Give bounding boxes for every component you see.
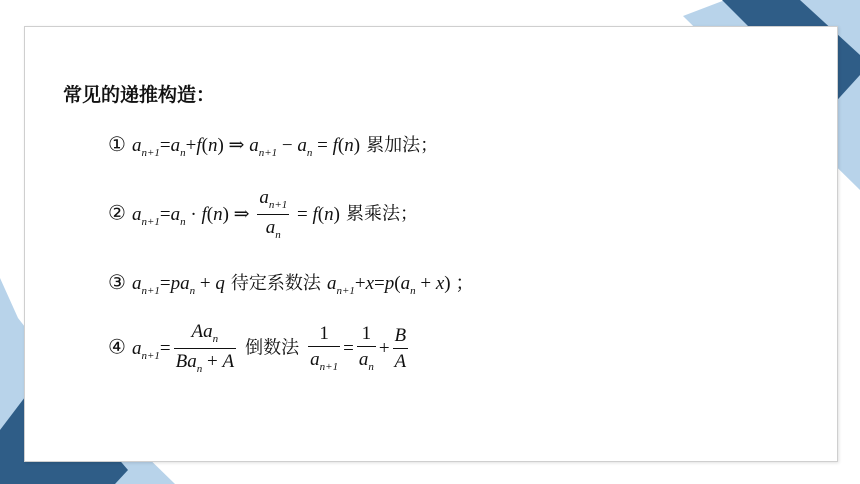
formula-4-math: $a_{n+1}=$ $\frac{Aa_n}{Ba_n + A}$ — [131, 321, 235, 375]
circled-number-2: ② — [108, 200, 126, 225]
circled-number-4: ④ — [108, 334, 126, 359]
circled-number-1: ① — [108, 132, 126, 156]
formula-2 — [108, 188, 418, 241]
formula-4-result: $\frac{1}{a_{n+1}}$ = $\frac{1}{a_n}$ + $\frac{B}{A}$ — [310, 323, 407, 373]
fraction-b-over-a: $\frac{B}{A}$ — [394, 325, 407, 372]
fraction-one-over-an: $\frac{1}{a_n}$ — [358, 323, 374, 373]
formula-3 — [108, 272, 474, 297]
formula-3-method: 待定系数法 — [230, 273, 321, 294]
formula-3-result: $a_{n+1}+x=p(a_n + x)$ ； — [326, 273, 475, 297]
slide-heading: 常见的递推构造： — [63, 84, 216, 106]
formula-4-method: 倒数法 — [245, 337, 300, 359]
formula-2-math: $a_{n+1}=a_n \cdot f(n)$ ⇒ $\frac{a_{n+1}}{a_n}$ = f(n) — [131, 187, 340, 241]
formula-3-math: $a_{n+1}=pa_n + q$ — [131, 273, 225, 297]
formula-1-math: $a_{n+1}=a_n+f(n)$ ⇒ $a_{n+1} - a_n = f(n)$ — [131, 135, 361, 159]
fraction-ratio: $\frac{a_{n+1}}{a_n}$ — [259, 187, 288, 241]
formula-4 — [108, 322, 411, 375]
formula-1-method: 累加法； — [366, 135, 439, 156]
formula-2-method: 累乘法； — [345, 203, 418, 225]
fraction-one-over-next: $\frac{1}{a_{n+1}}$ — [310, 323, 339, 373]
formula-1 — [108, 134, 438, 159]
fraction-reciprocal-def: $\frac{Aa_n}{Ba_n + A}$ — [175, 321, 235, 375]
circled-number-3: ③ — [108, 270, 126, 294]
